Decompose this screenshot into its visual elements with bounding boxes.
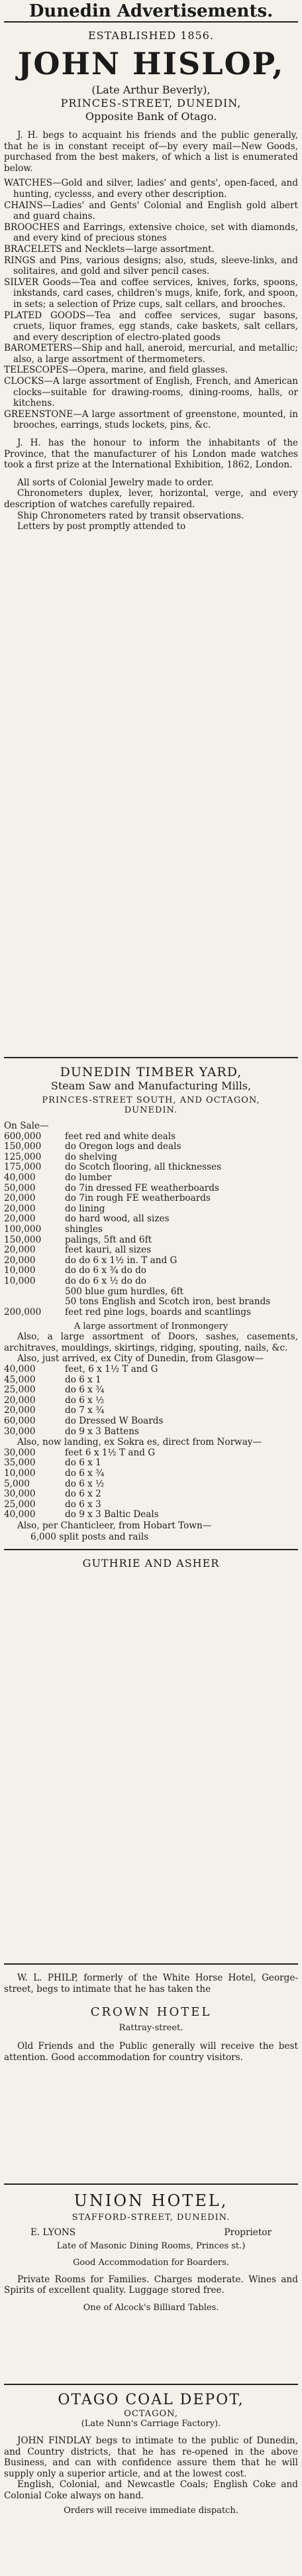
hislop-item-list <box>4 178 298 431</box>
stock-description: do 6 x ½ <box>65 1478 105 1489</box>
stock-quantity: 600,000 <box>4 1131 42 1142</box>
stock-row <box>4 1469 298 1479</box>
hislop-late: (Late Arthur Beverly), <box>91 84 211 96</box>
stock-description: do do 6 x 1½ in. T and G <box>65 1255 177 1266</box>
timber-subtitle: Steam Saw and Manufacturing Mills, <box>50 1079 252 1092</box>
stock-row <box>4 1225 298 1235</box>
stock-description: do 6 x ¾ <box>65 1384 105 1396</box>
stock-quantity: 30,000 <box>4 1489 36 1500</box>
union-title: UNION HOTEL, <box>74 2191 228 2210</box>
stock-row <box>4 1276 298 1287</box>
timber-stock-list <box>4 1132 298 1318</box>
stock-description: do 7 x ¾ <box>65 1405 105 1416</box>
coal-orders: Orders will receive immediate dispatch. <box>64 2505 238 2516</box>
hislop-item: GREENSTONE—A large assortment of greenstone, mounted, in brooches, earrings, studs lockets, pins, &c. <box>4 408 298 431</box>
union-proprietor-row <box>4 2228 298 2239</box>
hislop-address: PRINCES-STREET, DUNEDIN, <box>60 97 242 109</box>
hislop-advertisement <box>4 23 298 1057</box>
stock-description: do 6 x ½ <box>65 1394 105 1406</box>
hislop-item: TELESCOPES—Opera, marine, and field glasses. <box>4 365 228 376</box>
coal-coals: English, Colonial, and Newcastle Coals; English Coke and Colonial Coke always on hand. <box>4 2479 298 2501</box>
stock-quantity: 30,000 <box>4 1447 36 1458</box>
stock-row <box>4 1416 298 1427</box>
stock-quantity: 40,000 <box>4 1364 36 1375</box>
stock-description: do 7in dressed FE weatherboards <box>65 1182 219 1194</box>
stock-description: shingles <box>65 1223 103 1235</box>
stock-row <box>4 1235 298 1246</box>
stock-description: feet red pine logs, boards and scantlings <box>65 1306 251 1318</box>
stock-quantity: 10,000 <box>4 1275 36 1286</box>
crown-street: Rattray-street. <box>119 2023 183 2034</box>
union-rooms: Private Rooms for Families. Charges moderate. Wines and Spirits of excellent quality. Luggage stored free. <box>4 2274 298 2296</box>
stock-row <box>4 1184 298 1194</box>
stock-quantity: 150,000 <box>4 1234 42 1245</box>
hislop-name: JOHN HISLOP, <box>17 46 285 82</box>
established-line: ESTABLISHED 1856. <box>87 29 214 42</box>
stock-row <box>4 1173 298 1184</box>
hislop-item: CHAINS—Ladies' and Gents' Colonial and English gold albert and guard chains. <box>4 200 298 222</box>
union-boarders: Good Accommodation for Boarders. <box>73 2257 229 2268</box>
stock-description: do 6 x 3 <box>65 1499 101 1510</box>
stock-quantity: 20,000 <box>4 1405 36 1416</box>
coal-address: OCTAGON, <box>124 2409 178 2419</box>
stock-quantity: 40,000 <box>4 1509 36 1520</box>
stock-row <box>4 1297 298 1308</box>
stock-quantity: 5,000 <box>4 1478 30 1489</box>
stock-row <box>4 1406 298 1416</box>
hislop-item: SILVER Goods—Tea and coffee services, knives, forks, spoons, inkstands, card cases, children's mugs, knife, fork, and spoon, in sets; a selection of Prize cups, salt cellars, and brooches. <box>4 276 298 310</box>
stock-description: do hard wood, all sizes <box>65 1213 170 1225</box>
hislop-item: RINGS and Pins, various designs; also, studs, sleeve-links, and solitaires, and gold and silver pencil cases. <box>4 255 298 277</box>
hislop-letters: Letters by post promptly attended to <box>17 521 186 532</box>
union-late: Late of Masonic Dining Rooms, Princes st.) <box>56 2240 246 2251</box>
timber-yard-advertisement <box>4 1058 298 1963</box>
hislop-chronometers: Chronometers duplex, lever, horizontal, verge, and every description of watches carefully repaired. <box>4 488 298 510</box>
hislop-item: BROOCHES and Earrings, extensive choice, set with diamonds, and every kind of precious stones <box>4 221 298 244</box>
stock-description: do 9 x 3 Baltic Deals <box>65 1509 159 1520</box>
stock-description: do 6 x 1 <box>65 1374 101 1385</box>
crown-hotel-name: CROWN HOTEL <box>90 2005 212 2020</box>
stock-row <box>4 1448 298 1459</box>
stock-description: do lining <box>65 1203 105 1214</box>
timber-address: PRINCES-STREET SOUTH, AND OCTAGON, <box>42 1095 260 1105</box>
posts-line: 6,000 split posts and rails <box>30 1531 149 1542</box>
stock-quantity <box>4 1287 65 1298</box>
stock-row <box>4 1385 298 1396</box>
stock-description: do Dressed W Boards <box>65 1416 164 1427</box>
stock-row <box>4 1427 298 1438</box>
coal-late: (Late Nunn's Carriage Factory). <box>81 2419 221 2429</box>
stock-row <box>4 1365 298 1375</box>
union-proprietor-label: Proprietor <box>224 2227 272 2238</box>
on-sale-label: On Sale— <box>4 1121 49 1131</box>
crown-body: Old Friends and the Public generally will receive the best attention. Good accommodation for country visitors. <box>4 2041 298 2063</box>
stock-row <box>4 1256 298 1266</box>
stock-quantity: 30,000 <box>4 1426 36 1437</box>
page-header: Dunedin Advertisements. <box>4 0 298 23</box>
stock-quantity: 10,000 <box>4 1265 36 1276</box>
stock-quantity: 20,000 <box>4 1213 36 1225</box>
stock-quantity: 20,000 <box>4 1245 36 1256</box>
stock-quantity: 40,000 <box>4 1172 36 1183</box>
stock-description: palings, 5ft and 6ft <box>65 1234 152 1245</box>
stock-row <box>4 1132 298 1142</box>
stock-description: do 6 x 1 <box>65 1457 101 1469</box>
stock-quantity: 25,000 <box>4 1384 36 1396</box>
hislop-colonial: All sorts of Colonial Jewelry made to order. <box>17 477 214 488</box>
stock-row <box>4 1162 298 1173</box>
stock-description: feet, 6 x 1½ T and G <box>65 1364 158 1375</box>
stock-quantity: 10,000 <box>4 1468 36 1479</box>
arrived-line: Also, just arrived, ex City of Dunedin, from Glasgow— <box>17 1353 264 1365</box>
stock-row <box>4 1204 298 1215</box>
crown-intro: W. L. PHILP, formerly of the White Horse Hotel, George-street, begs to intimate that he has taken the <box>4 1973 298 1994</box>
stock-description: do do 6 x ¾ do do <box>65 1265 146 1276</box>
stock-quantity: 100,000 <box>4 1223 42 1235</box>
crown-hotel-advertisement <box>4 1965 298 2183</box>
stock-row <box>4 1214 298 1225</box>
hislop-item: PLATED GOODS—Tea and coffee services, sugar basons, cruets, liquor frames, egg stands, cake baskets, salt cellars, and every description of electro-plated goods <box>4 310 298 343</box>
stock-description: do shelving <box>65 1151 117 1162</box>
stock-description: do 7in rough FE weatherboards <box>65 1193 211 1204</box>
stock-quantity: 125,000 <box>4 1151 42 1162</box>
stock-quantity: 20,000 <box>4 1394 36 1406</box>
coal-body: JOHN FINDLAY begs to intimate to the public of Dunedin, and Country districts, that he has re-opened in the above Business, and can with confidence assure them that he will supply only a superior article, and at the lowest cost. <box>4 2435 298 2479</box>
timber-signature: GUTHRIE AND ASHER <box>82 1557 220 1570</box>
stock-description: 500 blue gum hurdles, 6ft <box>65 1286 183 1297</box>
stock-row <box>4 1266 298 1276</box>
hislop-item: BRACELETS and Necklets—large assortment. <box>4 243 215 255</box>
stock-description: feet red and white deals <box>65 1131 176 1142</box>
landing-line: Also, now landing, ex Sokra es, direct from Norway— <box>17 1437 262 1448</box>
stock-description: do lumber <box>65 1172 112 1183</box>
stock-row <box>4 1500 298 1510</box>
stock-description: do 6 x ¾ <box>65 1468 105 1479</box>
stock-quantity: 20,000 <box>4 1193 36 1204</box>
hislop-opposite: Opposite Bank of Otago. <box>85 110 217 123</box>
stock-quantity: 175,000 <box>4 1162 42 1173</box>
stock-row <box>4 1308 298 1318</box>
divider <box>4 1549 298 1550</box>
stock-description: do 9 x 3 Battens <box>65 1426 139 1437</box>
stock-quantity: 25,000 <box>4 1499 36 1510</box>
stock-quantity: 45,000 <box>4 1374 36 1385</box>
stock-quantity: 200,000 <box>4 1306 42 1318</box>
stock-row <box>4 1396 298 1406</box>
stock-description: do Scotch flooring, all thicknesses <box>65 1162 222 1173</box>
union-billiard: One of Alcock's Billiard Tables. <box>83 2302 219 2313</box>
stock-row <box>4 1479 298 1490</box>
stock-row <box>4 1510 298 1520</box>
stock-description: do Oregon logs and deals <box>65 1141 181 1152</box>
stock-quantity <box>4 1297 65 1308</box>
stock-row <box>4 1245 298 1256</box>
stock-quantity: 150,000 <box>4 1141 42 1152</box>
doors-line: Also, a large assortment of Doors, sashes, casements, architraves, mouldings, skirtings, ridging, spouting, nails, &c. <box>4 1331 298 1353</box>
stock-quantity: 20,000 <box>4 1203 36 1214</box>
coal-depot-advertisement <box>4 2385 298 2576</box>
hislop-item: BAROMETERS—Ship and hall, aneroid, mercurial, and metallic; also, a large assortment of thermometers. <box>4 343 298 365</box>
ironmongery-line: A large assortment of Ironmongery <box>74 1321 228 1332</box>
norway-stock-list <box>4 1448 298 1520</box>
union-hotel-advertisement <box>4 2185 298 2384</box>
chanticleer-line: Also, per Chanticleer, from Hobart Town— <box>17 1520 212 1531</box>
stock-quantity: 35,000 <box>4 1457 36 1469</box>
stock-quantity: 20,000 <box>4 1255 36 1266</box>
stock-quantity: 60,000 <box>4 1416 36 1427</box>
stock-description: feet kauri, all sizes <box>65 1245 152 1256</box>
union-proprietor-name: E. LYONS <box>30 2227 76 2238</box>
stock-row <box>4 1458 298 1469</box>
timber-title: DUNEDIN TIMBER YARD, <box>60 1065 242 1079</box>
stock-row <box>4 1152 298 1163</box>
hislop-item: CLOCKS—A large assortment of English, French, and American clocks—suitable for drawing-rooms, dining-rooms, halls, or kitchens. <box>4 376 298 409</box>
glasgow-stock-list <box>4 1365 298 1437</box>
hislop-notice: J. H. has the honour to inform the inhabitants of the Province, that the manufacturer of his London made watches took a first prize at the International Exhibition, 1862, London. <box>4 438 298 471</box>
stock-row <box>4 1287 298 1298</box>
hislop-ship: Ship Chronometers rated by transit observations. <box>17 510 244 521</box>
stock-row <box>4 1375 298 1386</box>
hislop-intro: J. H. begs to acquaint his friends and the public generally, that he is in constant receipt of—by every mail—New Goods, purchased from the best makers, of which a list is enumerated below. <box>4 130 298 174</box>
stock-row <box>4 1142 298 1152</box>
stock-description: do 6 x 2 <box>65 1489 101 1500</box>
stock-quantity: 50,000 <box>4 1182 36 1194</box>
hislop-item: WATCHES—Gold and silver, ladies' and gents', open-faced, and hunting, cyclesss, and every other description. <box>4 178 298 200</box>
stock-description: 50 tons English and Scotch iron, best brands <box>65 1296 271 1308</box>
timber-city: DUNEDIN. <box>124 1105 178 1115</box>
stock-row <box>4 1194 298 1204</box>
stock-description: feet 6 x 1½ T and G <box>65 1447 156 1458</box>
stock-description: do do 6 x ½ do do <box>65 1275 146 1286</box>
union-address: STAFFORD-STREET, DUNEDIN. <box>72 2213 230 2223</box>
stock-row <box>4 1489 298 1500</box>
coal-title: OTAGO COAL DEPOT, <box>58 2392 244 2408</box>
